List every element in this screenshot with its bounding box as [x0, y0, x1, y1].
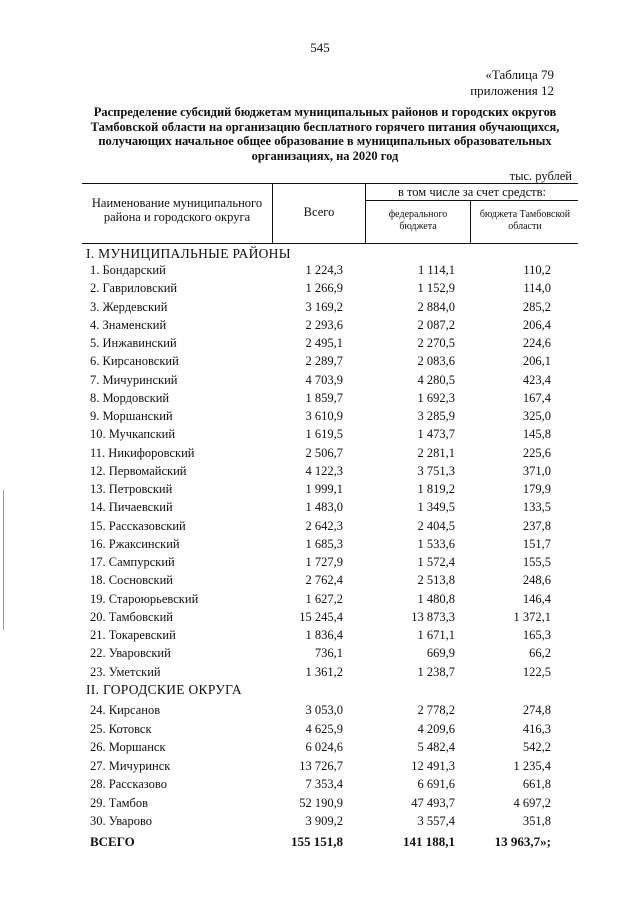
- table-row: [0, 759, 640, 777]
- table-row: [0, 628, 640, 646]
- row-federal: 4 280,5: [417, 372, 455, 387]
- row-regional: 66,2: [529, 646, 551, 661]
- row-total: 7 353,4: [305, 777, 343, 791]
- row-regional: 167,4: [522, 390, 551, 405]
- row-total: 1 266,9: [305, 281, 343, 296]
- district-name: 25. Котовск: [90, 721, 152, 736]
- district-name: 2. Гавриловский: [90, 281, 178, 296]
- table-row: [0, 592, 640, 610]
- row-federal: 1 819,2: [417, 482, 455, 496]
- table-row: [0, 740, 640, 758]
- row-regional: 351,8: [522, 814, 551, 828]
- row-federal: 1 349,5: [417, 500, 455, 515]
- section-urban: II. ГОРОДСКИЕ ОКРУГА: [86, 682, 242, 697]
- table-row: [0, 519, 640, 537]
- row-total: 3 909,2: [305, 814, 343, 828]
- district-name: 18. Сосновский: [90, 573, 173, 588]
- row-federal: 2 087,2: [417, 317, 455, 332]
- district-name: 22. Уваровский: [90, 646, 171, 661]
- row-regional: 274,8: [522, 703, 551, 717]
- margin-mark: [3, 490, 4, 630]
- table-row: [0, 777, 640, 795]
- table-row: [0, 665, 640, 683]
- row-total: 1 685,3: [305, 536, 343, 551]
- district-name: 21. Токаревский: [90, 628, 176, 642]
- header-name: Наименование муниципального района и городского округа: [91, 196, 263, 224]
- header-total: Всего: [303, 205, 335, 219]
- table-row: [0, 500, 640, 518]
- header-vline-3: [470, 200, 471, 243]
- district-name: 16. Ржаксинский: [90, 536, 180, 551]
- row-total: 15 245,4: [299, 609, 343, 624]
- table-row: [0, 427, 640, 445]
- row-total: 3 169,2: [305, 299, 343, 314]
- row-total: 1 999,1: [305, 482, 343, 496]
- row-regional: 237,8: [522, 518, 551, 533]
- row-federal: 1 473,7: [417, 427, 455, 442]
- table-row: [0, 354, 640, 372]
- row-regional: 371,0: [522, 463, 551, 478]
- district-name: 4. Знаменский: [90, 317, 167, 332]
- row-total: 1 224,3: [305, 263, 343, 277]
- units-label: тыс. рублей: [509, 169, 572, 183]
- row-regional: 1 235,4: [513, 758, 551, 773]
- table-row: [0, 646, 640, 664]
- table-row: [0, 482, 640, 500]
- row-federal: 47 493,7: [411, 795, 455, 810]
- row-regional: 248,6: [522, 573, 551, 588]
- row-federal: 4 209,6: [417, 721, 455, 736]
- row-regional: 4 697,2: [513, 795, 551, 810]
- table-row: [0, 814, 640, 832]
- table-row: [0, 703, 640, 721]
- row-total: 6 024,6: [305, 740, 343, 754]
- row-total: 4 625,9: [305, 721, 343, 736]
- row-total: 4 703,9: [305, 372, 343, 387]
- header-subdivider: [365, 200, 578, 201]
- district-name: 24. Кирсанов: [90, 703, 161, 717]
- district-name: 14. Пичаевский: [90, 500, 173, 515]
- row-regional: 206,4: [522, 317, 551, 332]
- district-name: 3. Жердевский: [90, 299, 168, 314]
- table-row: [0, 796, 640, 814]
- district-name: 30. Уварово: [90, 814, 153, 828]
- district-name: 19. Староюрьевский: [90, 591, 199, 606]
- table-row: [0, 336, 640, 354]
- district-name: 28. Рассказово: [90, 777, 167, 791]
- district-name: 10. Мучкапский: [90, 427, 176, 442]
- header-federal: федерального бюджета: [388, 209, 448, 232]
- row-regional: 165,3: [522, 628, 551, 642]
- row-federal: 1 692,3: [417, 390, 455, 405]
- row-total: 52 190,9: [299, 795, 343, 810]
- page-number: 545: [310, 40, 330, 55]
- row-total: 2 762,4: [305, 573, 343, 588]
- district-name: 1. Бондарский: [90, 263, 166, 277]
- row-federal: 2 083,6: [417, 354, 455, 369]
- row-regional: 155,5: [522, 555, 551, 569]
- row-regional: 325,0: [522, 409, 551, 423]
- table-row: [0, 318, 640, 336]
- district-name: 20. Тамбовский: [90, 609, 173, 624]
- row-federal: 3 285,9: [417, 409, 455, 423]
- row-regional: 206,1: [522, 354, 551, 369]
- table-row: [0, 391, 640, 409]
- row-federal: 12 491,3: [411, 758, 455, 773]
- section-municipal: I. МУНИЦИПАЛЬНЫЕ РАЙОНЫ: [86, 246, 291, 261]
- header-regional: бюджета Тамбовской области: [479, 209, 571, 232]
- table-row: [0, 464, 640, 482]
- row-federal: 5 482,4: [417, 740, 455, 754]
- row-regional: 110,2: [523, 263, 551, 277]
- row-total: 2 293,6: [305, 317, 343, 332]
- district-name: 12. Первомайский: [90, 463, 187, 478]
- row-regional: 416,3: [522, 721, 551, 736]
- appendix-number: приложения 12: [470, 83, 554, 98]
- total-regional: 13 963,7»;: [494, 834, 551, 849]
- table-row: [0, 281, 640, 299]
- table-number: «Таблица 79: [485, 67, 554, 82]
- district-name: 11. Никифоровский: [90, 445, 195, 460]
- row-federal: 1 480,8: [417, 591, 455, 606]
- district-name: 23. Уметский: [90, 664, 161, 679]
- row-regional: 179,9: [522, 482, 551, 496]
- total-label: ВСЕГО: [90, 834, 135, 849]
- district-name: 13. Петровский: [90, 482, 173, 496]
- row-regional: 114,0: [523, 281, 551, 296]
- row-federal: 1 238,7: [417, 664, 455, 679]
- row-federal: 3 557,4: [417, 814, 455, 828]
- header-top-border: [82, 183, 578, 184]
- row-total: 2 495,1: [305, 336, 343, 350]
- document-title: Распределение субсидий бюджетам муниципальных районов и городских округов Тамбовской области на организацию бесплатного горячего питания обучающихся, получающих начальное общее образование в муниципальных образовательных организациях, на 2020 год: [90, 105, 560, 163]
- row-federal: 2 884,0: [417, 299, 455, 314]
- district-name: 9. Моршанский: [90, 409, 173, 423]
- row-federal: 1 152,9: [417, 281, 455, 296]
- row-total: 13 726,7: [299, 758, 343, 773]
- table-row: [0, 373, 640, 391]
- table-row: [0, 573, 640, 591]
- row-federal: 1 114,1: [417, 263, 455, 277]
- row-regional: 146,4: [522, 591, 551, 606]
- table-reference: [470, 67, 554, 99]
- total-sum: 155 151,8: [291, 834, 343, 849]
- row-regional: 122,5: [522, 664, 551, 679]
- table-row: [0, 610, 640, 628]
- header-bottom-border: [82, 243, 578, 244]
- row-total: 1 619,5: [305, 427, 343, 442]
- row-federal: 13 873,3: [411, 609, 455, 624]
- row-total: 3 053,0: [305, 703, 343, 717]
- district-name: 17. Сампурский: [90, 555, 175, 569]
- table-row: [0, 409, 640, 427]
- table-row: [0, 300, 640, 318]
- row-federal: 1 533,6: [417, 536, 455, 551]
- row-regional: 145,8: [522, 427, 551, 442]
- row-total: 2 289,7: [305, 354, 343, 369]
- row-federal: 1 572,4: [417, 555, 455, 569]
- district-name: 8. Мордовский: [90, 390, 170, 405]
- row-regional: 1 372,1: [513, 609, 551, 624]
- table-row: [0, 722, 640, 740]
- row-federal: 2 513,8: [417, 573, 455, 588]
- district-name: 27. Мичуринск: [90, 758, 171, 773]
- row-total: 2 642,3: [305, 518, 343, 533]
- row-regional: 661,8: [522, 777, 551, 791]
- row-total: 1 836,4: [305, 628, 343, 642]
- row-total: 2 506,7: [305, 445, 343, 460]
- district-name: 29. Тамбов: [90, 795, 149, 810]
- row-total: 1 483,0: [305, 500, 343, 515]
- total-row: [0, 834, 640, 852]
- row-federal: 2 270,5: [417, 336, 455, 350]
- row-federal: 669,9: [426, 646, 455, 661]
- row-federal: 2 778,2: [417, 703, 455, 717]
- district-name: 6. Кирсановский: [90, 354, 179, 369]
- row-federal: 2 281,1: [417, 445, 455, 460]
- row-total: 3 610,9: [305, 409, 343, 423]
- row-federal: 1 671,1: [417, 628, 455, 642]
- row-regional: 285,2: [522, 299, 551, 314]
- district-name: 15. Рассказовский: [90, 518, 186, 533]
- district-name: 7. Мичуринский: [90, 372, 178, 387]
- row-regional: 224,6: [522, 336, 551, 350]
- row-total: 1 727,9: [305, 555, 343, 569]
- row-total: 1 361,2: [305, 664, 343, 679]
- row-federal: 6 691,6: [417, 777, 455, 791]
- table-row: [0, 555, 640, 573]
- row-federal: 2 404,5: [417, 518, 455, 533]
- row-regional: 225,6: [522, 445, 551, 460]
- row-total: 1 627,2: [305, 591, 343, 606]
- district-name: 26. Моршанск: [90, 740, 166, 754]
- row-regional: 542,2: [522, 740, 551, 754]
- row-regional: 423,4: [522, 372, 551, 387]
- row-total: 736,1: [314, 646, 343, 661]
- table-row: [0, 446, 640, 464]
- row-total: 4 122,3: [305, 463, 343, 478]
- table-row: [0, 263, 640, 281]
- row-regional: 151,7: [522, 536, 551, 551]
- total-federal: 141 188,1: [403, 834, 455, 849]
- row-federal: 3 751,3: [417, 463, 455, 478]
- header-including: в том числе за счет средств:: [397, 185, 547, 199]
- table-row: [0, 537, 640, 555]
- row-total: 1 859,7: [305, 390, 343, 405]
- district-name: 5. Инжавинский: [90, 336, 177, 350]
- row-regional: 133,5: [522, 500, 551, 515]
